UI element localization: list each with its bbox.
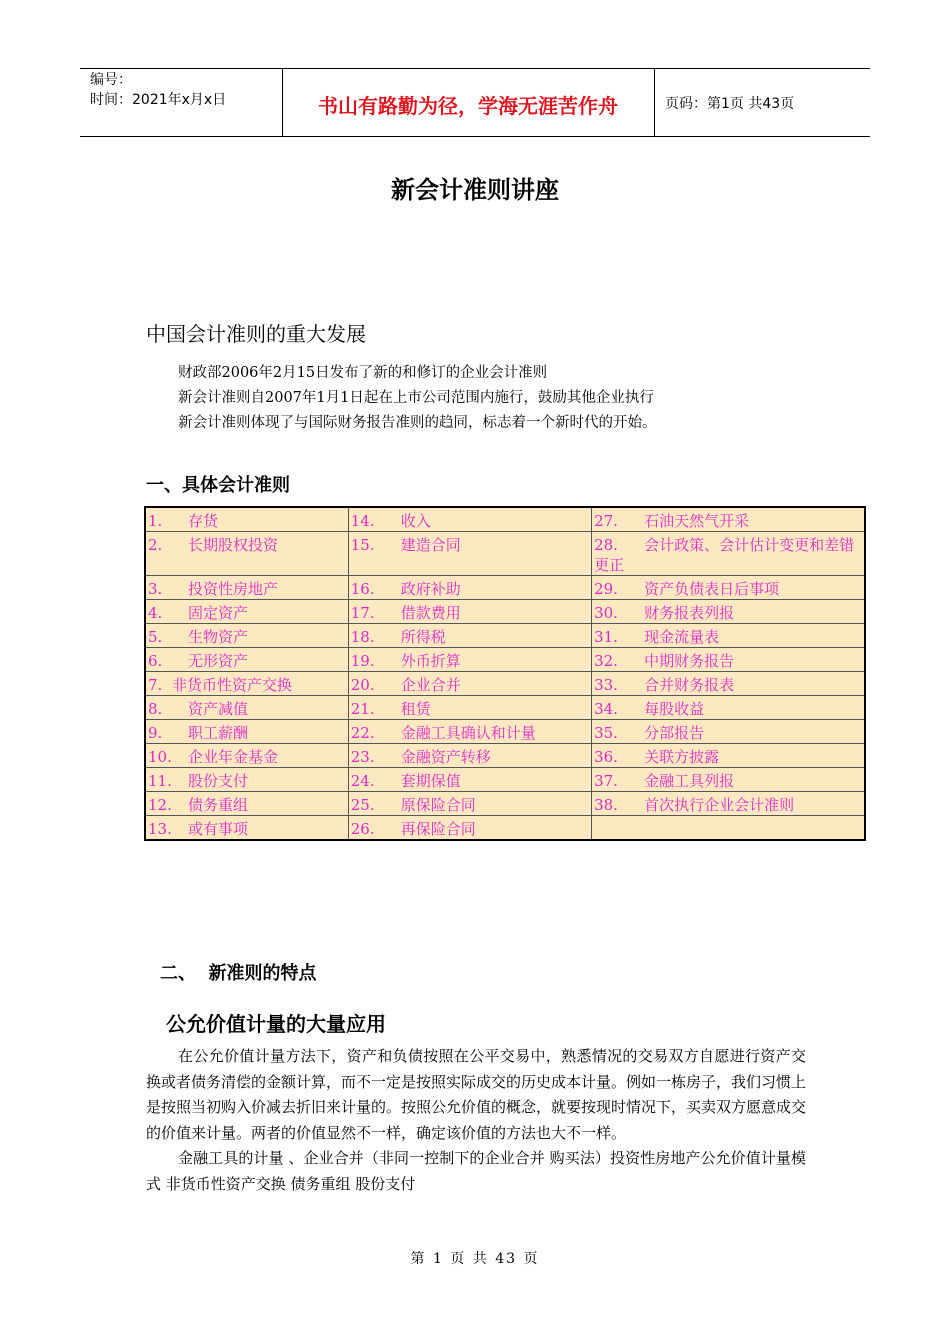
header-divider-right	[654, 68, 655, 136]
standard-number: 26.	[350, 820, 375, 838]
table-cell	[348, 507, 591, 532]
table-row	[145, 624, 865, 648]
document-date-label: 时间：2021年x月x日	[90, 92, 227, 108]
standard-name: 金融资产转移	[400, 748, 491, 766]
standard-name: 投资性房地产	[188, 580, 279, 598]
standard-name: 固定资产	[188, 604, 249, 622]
standard-number: 15.	[350, 536, 375, 554]
standard-name: 股份支付	[188, 772, 249, 790]
standard-name: 职工薪酬	[188, 724, 249, 742]
table-cell	[145, 696, 348, 720]
standard-name: 现金流量表	[644, 628, 720, 646]
table-cell	[592, 600, 865, 624]
table-row	[145, 816, 865, 841]
table-cell	[348, 672, 591, 696]
standard-name: 再保险合同	[400, 820, 476, 838]
table-cell	[592, 696, 865, 720]
standard-number: 5.	[148, 628, 163, 646]
standard-name: 中期财务报告	[644, 652, 735, 670]
table-cell	[145, 792, 348, 816]
table-cell	[592, 532, 865, 576]
table-cell	[592, 720, 865, 744]
standard-name: 合并财务报表	[644, 676, 735, 694]
header-bottom-rule	[80, 136, 870, 137]
standard-name: 所得税	[400, 628, 446, 646]
standard-number: 19.	[350, 652, 375, 670]
table-row	[145, 696, 865, 720]
table-cell	[592, 816, 865, 841]
standard-name: 首次执行企业会计准则	[644, 796, 795, 814]
document-number-label: 编号：	[90, 72, 132, 88]
intro-line-3: 新会计准则体现了与国际财务报告准则的趋同，标志着一个新时代的开始。	[178, 415, 657, 431]
table-row	[145, 768, 865, 792]
standard-name: 建造合同	[400, 536, 461, 554]
standard-number: 17.	[350, 604, 375, 622]
table-cell	[348, 792, 591, 816]
standard-number: 22.	[350, 724, 375, 742]
standard-number: 18.	[350, 628, 375, 646]
standard-name: 收入	[400, 512, 431, 530]
table-row	[145, 792, 865, 816]
standard-number: 38.	[594, 796, 618, 814]
table-cell	[592, 624, 865, 648]
header-motto: 书山有路勤为径，学海无涯苦作舟	[318, 94, 618, 118]
standard-number: 8.	[148, 700, 163, 718]
table-cell	[145, 672, 348, 696]
intro-line-2: 新会计准则自2007年1月1日起在上市公司范围内施行，鼓励其他企业执行	[178, 390, 654, 406]
standard-number: 13.	[148, 820, 172, 838]
table-cell	[348, 532, 591, 576]
standard-name: 租赁	[400, 700, 431, 718]
table-cell	[145, 768, 348, 792]
standard-number: 1.	[148, 512, 163, 530]
standard-name: 财务报表列报	[644, 604, 735, 622]
standard-number: 28.	[594, 536, 618, 554]
table-cell	[145, 816, 348, 841]
table-cell	[348, 576, 591, 600]
table-cell	[348, 600, 591, 624]
standard-name: 政府补助	[400, 580, 461, 598]
standard-number: 29.	[594, 580, 618, 598]
standard-number: 14.	[350, 512, 375, 530]
table-cell	[145, 648, 348, 672]
table-row	[145, 600, 865, 624]
table-cell	[592, 672, 865, 696]
table-cell	[145, 532, 348, 576]
standard-name: 非货币性资产交换	[172, 676, 293, 694]
table-cell	[592, 648, 865, 672]
table-cell	[145, 720, 348, 744]
table-row	[145, 672, 865, 696]
table-row	[145, 720, 865, 744]
standard-number: 7.	[148, 676, 163, 694]
standard-name: 资产减值	[188, 700, 249, 718]
table-cell	[592, 792, 865, 816]
standard-number: 31.	[594, 628, 618, 646]
standard-name: 生物资产	[188, 628, 249, 646]
standard-number: 12.	[148, 796, 172, 814]
standard-name: 分部报告	[644, 724, 705, 742]
standard-name: 金融工具列报	[644, 772, 735, 790]
standard-name: 关联方披露	[644, 748, 720, 766]
standard-name: 外币折算	[400, 652, 461, 670]
standard-name: 无形资产	[188, 652, 249, 670]
standard-number: 21.	[350, 700, 375, 718]
table-cell	[145, 576, 348, 600]
standard-number: 16.	[350, 580, 375, 598]
standard-number: 27.	[594, 512, 618, 530]
table-cell	[592, 744, 865, 768]
standard-name: 每股收益	[644, 700, 705, 718]
standard-number: 10.	[148, 748, 172, 766]
table-cell	[145, 624, 348, 648]
standard-number: 36.	[594, 748, 618, 766]
standard-number: 33.	[594, 676, 618, 694]
standard-name: 会计政策、会计估计变更和差错更正	[594, 536, 855, 574]
section2-heading: 二、 新准则的特点	[160, 963, 317, 984]
table-cell	[348, 816, 591, 841]
page-title: 新会计准则讲座	[391, 175, 559, 204]
standard-number: 25.	[350, 796, 375, 814]
table-row	[145, 532, 865, 576]
standard-number: 34.	[594, 700, 618, 718]
table-cell	[145, 744, 348, 768]
intro-heading: 中国会计准则的重大发展	[146, 322, 366, 346]
standard-name: 金融工具确认和计量	[400, 724, 536, 742]
standard-name: 资产负债表日后事项	[644, 580, 780, 598]
section1-heading: 一、具体会计准则	[146, 475, 290, 496]
table-cell	[592, 768, 865, 792]
table-row	[145, 507, 865, 532]
standards-table	[144, 506, 866, 841]
table-row	[145, 648, 865, 672]
section2-body	[146, 1044, 806, 1197]
table-cell	[348, 648, 591, 672]
standard-name: 套期保值	[400, 772, 461, 790]
table-cell	[348, 720, 591, 744]
table-cell	[145, 600, 348, 624]
section2-paragraph-2: 金融工具的计量 、企业合并（非同一控制下的企业合并 购买法）投资性房地产公允价值计量模式 非货币性资产交换 债务重组 股份支付	[146, 1149, 806, 1193]
standard-name: 债务重组	[188, 796, 249, 814]
standard-number: 9.	[148, 724, 163, 742]
standard-number: 20.	[350, 676, 375, 694]
standard-number: 35.	[594, 724, 618, 742]
table-row	[145, 744, 865, 768]
standard-number: 6.	[148, 652, 163, 670]
section2-paragraph-1: 在公允价值计量方法下，资产和负债按照在公平交易中，熟悉情况的交易双方自愿进行资产交换或者债务清偿的金额计算，而不一定是按照实际成交的历史成本计量。例如一栋房子，我们习惯上是按照当初购入价减去折旧来计量的。按照公允价值的概念，就要按现时情况下，买卖双方愿意成交的价值来计量。两者的价值显然不一样，确定该价值的方法也大不一样。	[146, 1047, 807, 1142]
intro-line-1: 财政部2006年2月15日发布了新的和修订的企业会计准则	[178, 365, 548, 381]
header-left	[90, 70, 226, 110]
header-page-label: 页码：第1页 共43页	[665, 96, 795, 112]
table-cell	[145, 507, 348, 532]
standard-number: 32.	[594, 652, 618, 670]
standard-number: 3.	[148, 580, 163, 598]
standard-name: 存货	[188, 512, 219, 530]
standard-number: 23.	[350, 748, 375, 766]
table-row	[145, 576, 865, 600]
standard-number: 2.	[148, 536, 163, 554]
page-footer: 第 1 页 共 43 页	[410, 1251, 540, 1267]
header-top-rule	[80, 68, 870, 69]
table-cell	[348, 768, 591, 792]
standard-name: 原保险合同	[400, 796, 476, 814]
standard-name: 石油天然气开采	[644, 512, 750, 530]
table-cell	[348, 696, 591, 720]
standard-number: 11.	[148, 772, 172, 790]
standard-name: 长期股权投资	[188, 536, 279, 554]
table-cell	[348, 744, 591, 768]
table-cell	[592, 507, 865, 532]
table-cell	[592, 576, 865, 600]
standard-number: 30.	[594, 604, 618, 622]
table-cell	[348, 624, 591, 648]
standard-name: 或有事项	[188, 820, 249, 838]
section2-subheading: 公允价值计量的大量应用	[166, 1012, 386, 1036]
standard-number: 4.	[148, 604, 163, 622]
standard-number: 24.	[350, 772, 375, 790]
standard-number: 37.	[594, 772, 618, 790]
standard-name: 借款费用	[400, 604, 461, 622]
standard-name: 企业合并	[400, 676, 461, 694]
standard-name: 企业年金基金	[188, 748, 279, 766]
